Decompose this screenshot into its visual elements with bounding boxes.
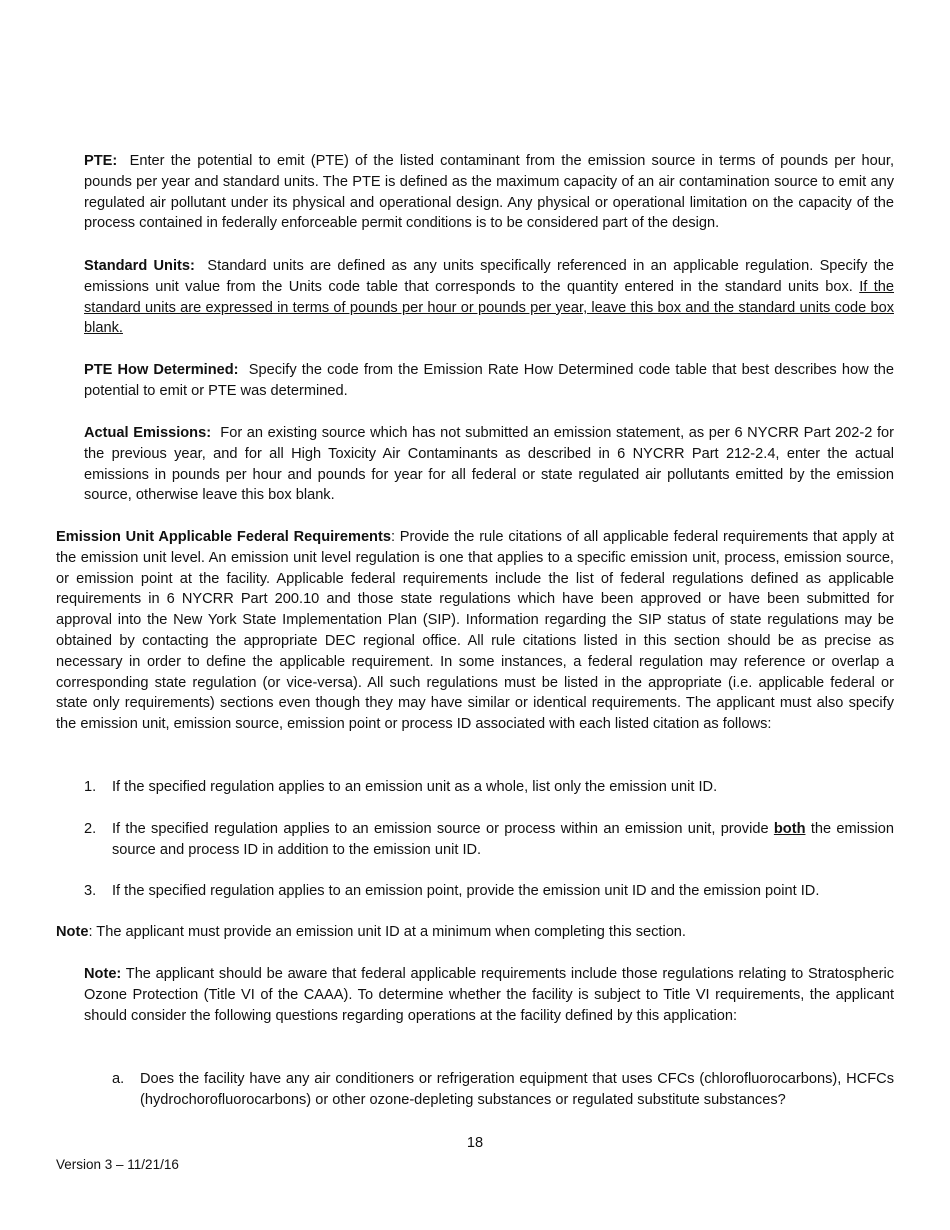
- actual-emissions-label: Actual Emissions:: [84, 425, 212, 441]
- list-item-number: 3.: [84, 883, 97, 899]
- standard-units-paragraph: [84, 256, 894, 339]
- list-item: [84, 819, 894, 861]
- ozone-note-label: Note:: [84, 966, 122, 982]
- federal-requirements-text: : Provide the rule citations of all applicable federal requirements that apply at the emission unit level. An emission unit level regulation is one that applies to a specific emission unit, process, emission source, or emission point at the facility. Applicable federal requirements include the list of federal regulations defined as applicable requirements in 6 NYCRR Part 200.10 and those state regulations which have been approved or have been submitted for approval into the New York State Implementation Plan (SIP). Information regarding the SIP status of state regulations may be obtained by contacting the appropriate DEC regional office. All rule citations listed in this section should be as precise as necessary in order to define the applicable requirement. In some instances, a federal regulation may reference or overlap a corresponding state regulation (or vice-versa). All such regulations must be listed in the appropriate (i.e. applicable federal or state only requirements) sections even though they may have similar or identical requirements. The applicant must also specify the emission unit, emission source, emission point or process ID associated with each listed citation as follows:: [56, 529, 894, 733]
- note-text: : The applicant must provide an emission unit ID at a minimum when completing this section.: [88, 924, 686, 940]
- federal-requirements-label: Emission Unit Applicable Federal Requirements: [56, 529, 391, 545]
- ozone-note-text: The applicant should be aware that federal applicable requirements include those regulations relating to Stratospheric Ozone Protection (Title VI of the CAAA). To determine whether the facility is subject to Title VI requirements, the applicant should consider the following questions regarding operations at the facility defined by this application:: [84, 966, 894, 1024]
- pte-how-label: PTE How Determined:: [84, 362, 239, 378]
- list-item-text: If the specified regulation applies to an emission unit as a whole, list only the emission unit ID.: [112, 779, 718, 795]
- standard-units-underlined: If the standard units are expressed in terms of pounds per hour or pounds per year, leave this box and the standard units code box blank.: [84, 278, 895, 337]
- ozone-note-paragraph: [84, 964, 894, 1026]
- list-item: [84, 777, 894, 798]
- actual-emissions-paragraph: [84, 423, 894, 506]
- page-number: 18: [466, 1135, 484, 1151]
- sub-list-item-letter: a.: [112, 1071, 125, 1087]
- pte-how-text: Specify the code from the Emission Rate How Determined code table that best describes how the potential to emit or PTE was determined.: [84, 362, 894, 399]
- sub-list-item: [112, 1069, 894, 1111]
- version-label: Version 3 – 11/21/16: [56, 1157, 179, 1172]
- standard-units-text: Standard units are defined as any units specifically referenced in an applicable regulation. Specify the emissions unit value from the Units code table that corresponds to the quantity entered in the standard units box.: [84, 258, 894, 295]
- federal-requirements-paragraph: [56, 527, 894, 735]
- note-label: Note: [56, 924, 89, 940]
- sub-list-item-text: Does the facility have any air conditioners or refrigeration equipment that uses CFCs (chlorofluorocarbons), HCFCs (hydrochorofluorocarbons) or other ozone-depleting substances or regulated substitute substances?: [140, 1071, 894, 1108]
- note-paragraph: [56, 922, 894, 943]
- list-item-text: If the specified regulation applies to an emission source or process within an emission unit, provide both the emission source and process ID in addition to the emission unit ID.: [112, 821, 895, 858]
- actual-emissions-text: For an existing source which has not submitted an emission statement, as per 6 NYCRR Part 202-2 for the previous year, and for all High Toxicity Air Contaminants as described in 6 NYCRR Part 212-2.4, enter the actual emissions in pounds per hour and pounds for year for all federal or state regulated air pollutants emitted by the emission source, otherwise leave this box blank.: [84, 425, 895, 504]
- both-emphasis: both: [773, 821, 806, 837]
- standard-units-label: Standard Units:: [84, 258, 195, 274]
- list-item: [84, 881, 894, 902]
- pte-text: Enter the potential to emit (PTE) of the listed contaminant from the emission source in terms of pounds per hour, pounds per year and standard units. The PTE is defined as the maximum capacity of an air contamination source to emit any regulated air pollutant under its physical and operational design. Any physical or operational limitation on the capacity of the process contained in federally enforceable permit conditions is to be considered part of the design.: [84, 153, 895, 232]
- list-item-text: If the specified regulation applies to an emission point, provide the emission unit ID and the emission point ID.: [112, 883, 820, 899]
- pte-how-paragraph: [84, 360, 894, 402]
- pte-paragraph: [84, 151, 894, 234]
- list-item-number: 2.: [84, 821, 97, 837]
- pte-label: PTE:: [84, 153, 118, 169]
- list-item-number: 1.: [84, 779, 97, 795]
